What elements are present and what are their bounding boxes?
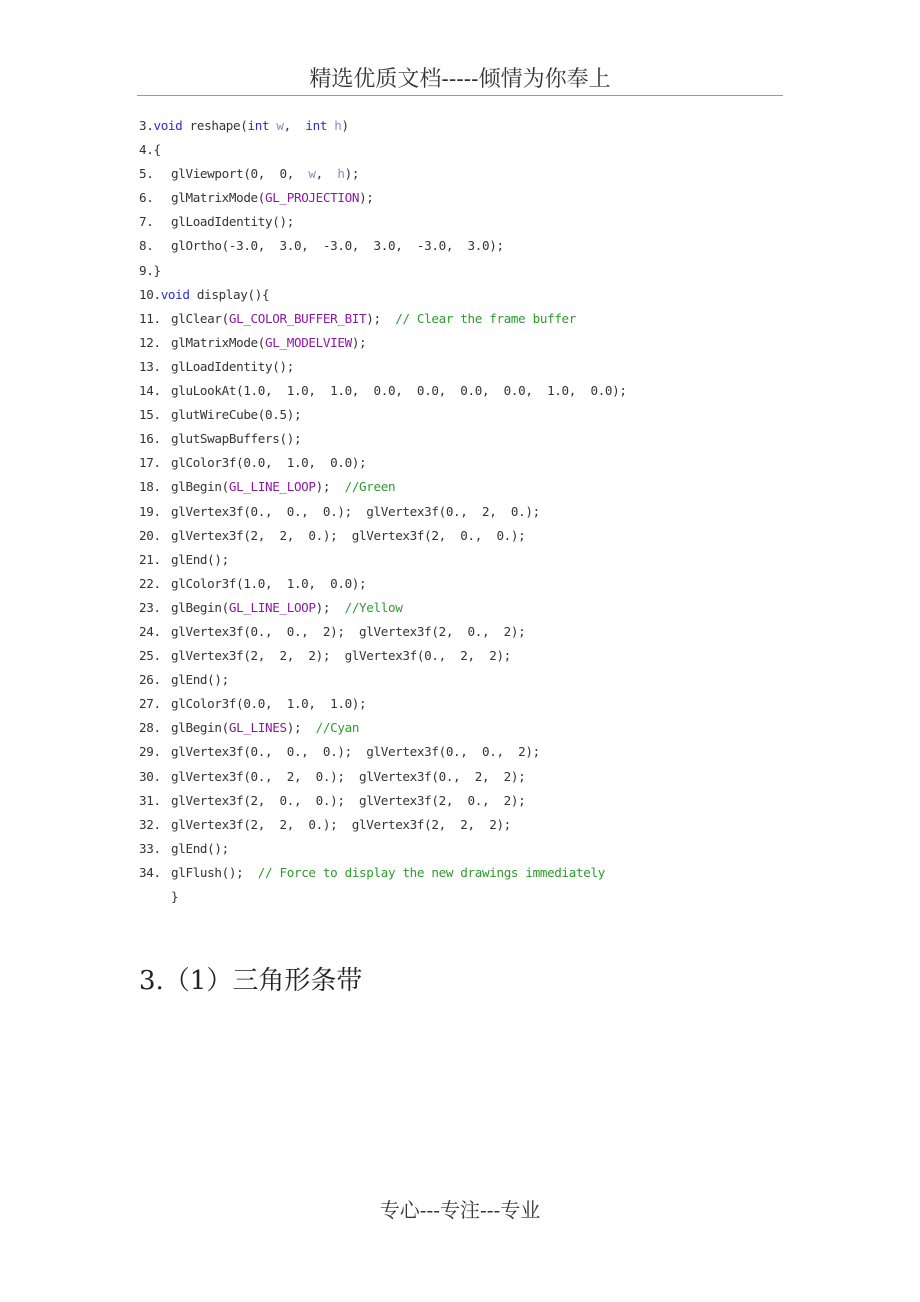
line-number: 7. — [139, 214, 154, 230]
code-line — [139, 427, 789, 451]
code-line — [139, 548, 789, 572]
code-text: } — [153, 262, 161, 278]
code-text: glColor3f(1.0, 1.0, 0.0); — [171, 575, 367, 591]
code-line — [139, 668, 789, 692]
code-text: glVertex3f(2, 2, 0.); glVertex3f(2, 2, 2); — [171, 816, 511, 832]
code-line — [139, 331, 789, 355]
line-number: 22. — [139, 575, 161, 591]
code-line — [139, 475, 789, 499]
code-line — [139, 283, 789, 307]
code-text: reshape( — [182, 118, 248, 133]
code-line — [139, 692, 789, 716]
code-line — [139, 596, 789, 620]
keyword: int — [305, 118, 328, 133]
line-number: 8. — [139, 238, 154, 254]
parameter: w — [269, 118, 284, 133]
comment: // Force to display the new drawings immediately — [257, 864, 605, 880]
line-number: 24. — [139, 623, 161, 639]
code-text: glClear( — [171, 310, 229, 326]
code-text: , — [315, 166, 338, 182]
code-text: { — [153, 142, 161, 158]
line-number: 28. — [139, 720, 161, 736]
comment: // Clear the frame buffer — [395, 310, 577, 326]
code-text: ); — [315, 599, 345, 615]
constant: GL_PROJECTION — [265, 190, 360, 206]
code-line — [139, 114, 789, 138]
code-line — [139, 451, 789, 475]
code-text: ); — [351, 334, 367, 350]
code-line — [139, 138, 789, 162]
code-text: glutSwapBuffers(); — [171, 431, 302, 447]
comment: //Cyan — [315, 720, 360, 736]
line-number: 34. — [139, 864, 161, 880]
code-text: glEnd(); — [171, 840, 229, 856]
code-text: glVertex3f(0., 0., 2); glVertex3f(2, 0., 2); — [171, 623, 526, 639]
line-number: 26. — [139, 672, 161, 688]
code-line — [139, 789, 789, 813]
constant: GL_LINES — [228, 720, 287, 736]
code-text: glBegin( — [171, 720, 229, 736]
code-text: glColor3f(0.0, 1.0, 0.0); — [171, 455, 367, 471]
line-number: 17. — [139, 455, 161, 471]
code-text: glVertex3f(0., 0., 0.); glVertex3f(0., 0., 2); — [171, 744, 540, 760]
line-number: 4. — [139, 142, 154, 158]
code-text: glViewport(0, 0, — [171, 166, 309, 182]
code-text: glMatrixMode( — [171, 190, 266, 206]
line-number: 12. — [139, 334, 161, 350]
code-text: glVertex3f(0., 0., 0.); glVertex3f(0., 2, 0.); — [171, 503, 540, 519]
line-number: 30. — [139, 768, 161, 784]
line-number: 13. — [139, 358, 161, 374]
code-text: } — [171, 889, 179, 904]
constant: GL_MODELVIEW — [265, 334, 352, 350]
code-line — [139, 644, 789, 668]
code-text: , — [283, 118, 306, 133]
line-number: 16. — [139, 431, 161, 447]
keyword: void — [160, 286, 190, 302]
code-line — [139, 162, 789, 186]
line-number: 20. — [139, 527, 161, 543]
code-text: glEnd(); — [171, 672, 229, 688]
code-text: glVertex3f(0., 2, 0.); glVertex3f(0., 2, 2); — [171, 768, 526, 784]
line-number: 31. — [139, 792, 161, 808]
line-number: 11. — [139, 310, 161, 326]
code-text: glMatrixMode( — [171, 334, 266, 350]
code-line — [139, 234, 789, 258]
line-number: 23. — [139, 599, 161, 615]
code-text: gluLookAt(1.0, 1.0, 1.0, 0.0, 0.0, 0.0, 0.0, 1.0, 0.0); — [171, 383, 627, 399]
parameter: h — [337, 166, 345, 182]
code-line — [139, 620, 789, 644]
code-text: ); — [344, 166, 360, 182]
line-number: 10. — [139, 286, 161, 302]
line-number: 3. — [139, 118, 154, 133]
code-line — [139, 861, 789, 885]
page-header-title: 精选优质文档-----倾情为你奉上 — [309, 67, 611, 92]
comment: //Yellow — [344, 599, 403, 615]
code-text: glVertex3f(2, 2, 2); glVertex3f(0., 2, 2); — [171, 648, 511, 664]
constant: GL_LINE_LOOP — [228, 599, 316, 615]
line-number: 33. — [139, 840, 161, 856]
code-line — [139, 307, 789, 331]
code-text: glBegin( — [171, 479, 229, 495]
line-number: 6. — [139, 190, 154, 206]
line-number: 15. — [139, 407, 161, 423]
line-number: 25. — [139, 648, 161, 664]
code-line — [139, 765, 789, 789]
code-line — [139, 716, 789, 740]
code-text: glOrtho(-3.0, 3.0, -3.0, 3.0, -3.0, 3.0); — [171, 238, 504, 254]
code-text: glLoadIdentity(); — [171, 358, 294, 374]
comment: //Green — [344, 479, 396, 495]
code-line — [139, 740, 789, 764]
code-text: ); — [359, 190, 374, 206]
line-number: 18. — [139, 479, 161, 495]
code-line — [139, 524, 789, 548]
line-number: 14. — [139, 383, 161, 399]
code-text: ); — [366, 310, 396, 326]
code-text: glVertex3f(2, 2, 0.); glVertex3f(2, 0., 0.); — [171, 527, 526, 543]
constant: GL_LINE_LOOP — [228, 479, 316, 495]
code-text: glLoadIdentity(); — [171, 214, 294, 230]
line-number: 27. — [139, 696, 161, 712]
code-line — [139, 379, 789, 403]
line-number: 19. — [139, 503, 161, 519]
line-number: 29. — [139, 744, 161, 760]
parameter: w — [308, 166, 316, 182]
code-line — [139, 355, 789, 379]
page-footer: 专心---专注---专业 — [379, 1198, 541, 1222]
code-text: glFlush(); — [171, 864, 258, 880]
code-text: glutWireCube(0.5); — [171, 407, 302, 423]
code-line — [139, 210, 789, 234]
code-line — [139, 186, 789, 210]
line-number: 21. — [139, 551, 161, 567]
code-line — [139, 403, 789, 427]
keyword: void — [153, 118, 183, 133]
code-text: glBegin( — [171, 599, 229, 615]
code-line — [139, 259, 789, 283]
code-line — [139, 500, 789, 524]
line-number: 5. — [139, 166, 154, 182]
line-number: 9. — [139, 262, 154, 278]
line-number: 32. — [139, 816, 161, 832]
code-text: glVertex3f(2, 0., 0.); glVertex3f(2, 0., 2); — [171, 792, 526, 808]
header-divider — [137, 95, 783, 96]
parameter: h — [327, 118, 342, 133]
code-listing — [139, 114, 789, 909]
code-text: display(){ — [189, 286, 270, 302]
constant: GL_COLOR_BUFFER_BIT — [228, 310, 367, 326]
code-text: ); — [315, 479, 345, 495]
code-text: ); — [286, 720, 316, 736]
code-text: ) — [341, 118, 349, 133]
keyword: int — [247, 118, 270, 133]
code-text: glColor3f(0.0, 1.0, 1.0); — [171, 696, 367, 712]
code-line — [139, 837, 789, 861]
code-text: glEnd(); — [171, 551, 229, 567]
code-line — [139, 885, 789, 909]
section-heading: 3.（1）三角形条带 — [139, 966, 363, 996]
code-line — [139, 813, 789, 837]
code-line — [139, 572, 789, 596]
